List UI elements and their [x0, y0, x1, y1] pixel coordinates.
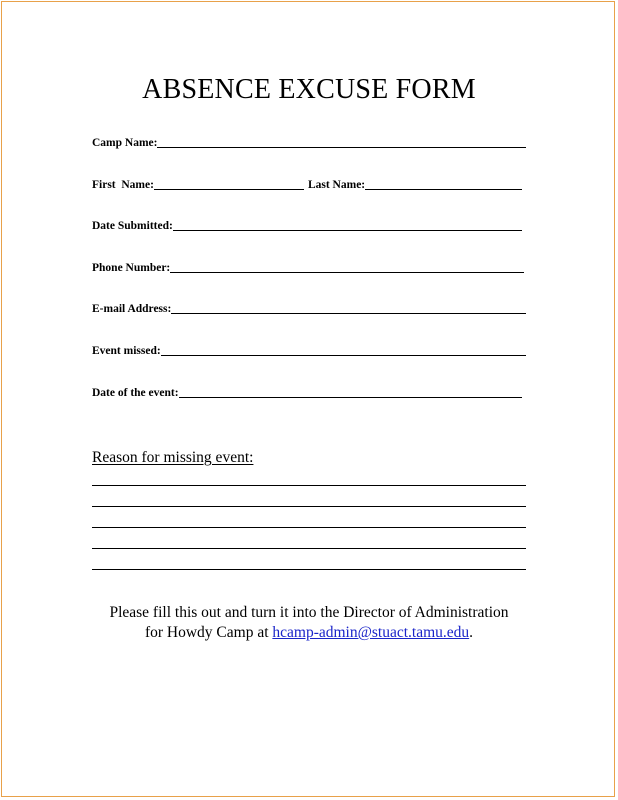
admin-email-link[interactable]: hcamp-admin@stuact.tamu.edu — [272, 624, 470, 641]
instructions-line-2-prefix: for Howdy Camp at — [144, 624, 273, 641]
instructions-line-1: Please fill this out and turn it into the Director of Administration — [109, 604, 509, 621]
first-name-line[interactable] — [154, 177, 304, 190]
email-address-line[interactable] — [171, 301, 526, 314]
reason-line[interactable] — [92, 527, 526, 528]
reason-line[interactable] — [92, 485, 526, 486]
email-address-field[interactable] — [92, 300, 526, 316]
instructions-footer — [0, 603, 618, 643]
form-title: ABSENCE EXCUSE FORM — [142, 74, 476, 105]
instructions-line-2 — [0, 623, 618, 643]
last-name-line[interactable] — [365, 177, 522, 190]
event-missed-field[interactable] — [92, 342, 526, 358]
last-name-label: Last Name: — [307, 179, 366, 191]
date-submitted-label: Date Submitted: — [92, 220, 173, 232]
instructions-line-2-suffix: . — [469, 624, 474, 641]
date-submitted-line[interactable] — [173, 218, 522, 231]
date-of-event-label: Date of the event: — [92, 387, 179, 399]
first-name-label: First Name: — [92, 179, 154, 191]
event-missed-line[interactable] — [161, 343, 526, 356]
date-of-event-line[interactable] — [179, 385, 522, 398]
reason-label: Reason for missing event: — [92, 449, 254, 466]
event-missed-label: Event missed: — [92, 345, 161, 357]
reason-line[interactable] — [92, 569, 526, 570]
reason-line[interactable] — [92, 506, 526, 507]
date-of-event-field[interactable] — [92, 384, 522, 400]
phone-number-field[interactable] — [92, 259, 524, 275]
date-submitted-field[interactable] — [92, 217, 522, 233]
name-field-row — [92, 176, 522, 192]
camp-name-line[interactable] — [157, 135, 526, 148]
phone-number-label: Phone Number: — [92, 262, 171, 274]
phone-number-line[interactable] — [170, 260, 524, 273]
camp-name-field[interactable] — [92, 134, 526, 150]
email-address-label: E-mail Address: — [92, 303, 172, 315]
reason-line[interactable] — [92, 548, 526, 549]
camp-name-label: Camp Name: — [92, 137, 158, 149]
